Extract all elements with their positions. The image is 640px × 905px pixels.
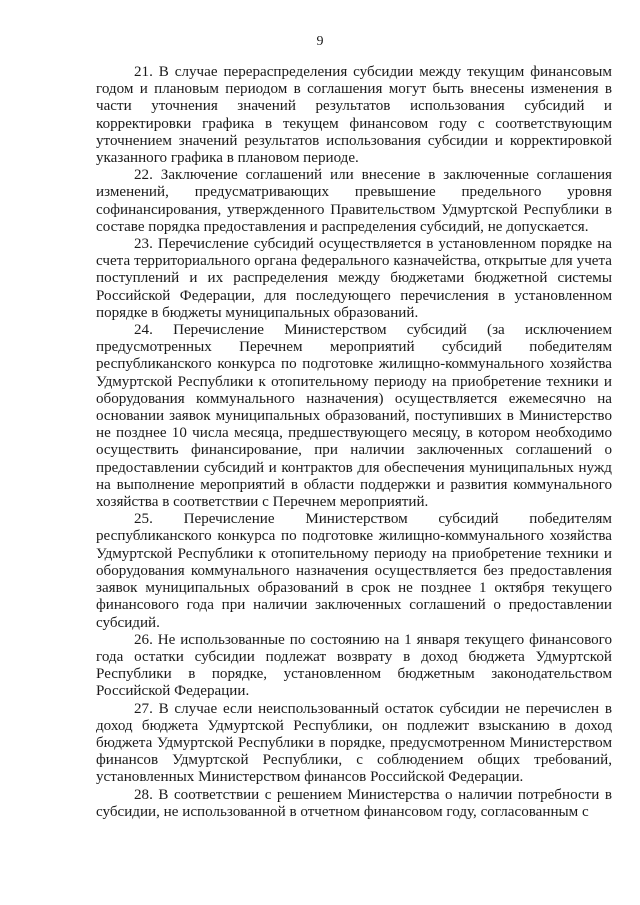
paragraph-23: 23. Перечисление субсидий осуществляется в установленном порядке на счета территориального органа федерального казначейства, открытые для учета поступлений и их распределения между бюджетами бюджетной системы Российской Федерации, для последующего перечисления в установленном порядке в бюджеты муниципальных образований. <box>96 236 612 321</box>
document-body <box>96 64 612 821</box>
paragraph-27: 27. В случае если неиспользованный остаток субсидии не перечислен в доход бюджета Удмуртской Республики, он подлежит взысканию в доход бюджета Удмуртской Республики в порядке, предусмотренном Министерством финансов Удмуртской Республики, с соблюдением общих требований, установленных Министерством финансов Российской Федерации. <box>96 700 612 786</box>
page-number: 9 <box>316 34 324 49</box>
paragraph-25: 25. Перечисление Министерством субсидий победителям республиканского конкурса по подготовке жилищно-коммунального хозяйства Удмуртской Республики к отопительному периоду на приобретение техники и оборудования коммунального назначения осуществляется без предоставления заявок муниципальных образований в срок не позднее 1 октября текущего финансового года при наличии заключенных соглашений о предоставлении субсидий. <box>96 511 612 631</box>
paragraph-21: 21. В случае перераспределения субсидии между текущим финансовым годом и плановым периодом в соглашения могут быть внесены изменения в части уточнения значений результатов использования субсидий и корректировки графика в текущем финансовом году с соответствующим уточнением значений результатов использования субсидии и корректировкой указанного графика в плановом периоде. <box>96 64 612 167</box>
paragraph-24: 24. Перечисление Министерством субсидий (за исключением предусмотренных Перечнем мероприятий субсидий победителям республиканского конкурса по подготовке жилищно-коммунального хозяйства Удмуртской Республики к отопительному периоду на приобретение техники и оборудования коммунального назначения) осуществляется ежемесячно на основании заявок муниципальных образований, поступивших в Министерство не позднее 10 числа месяца, предшествующего месяцу, в котором необходимо осуществить финансирование, при наличии заключенных соглашений о предоставлении субсидий и контрактов для обеспечения муниципальных нужд на выполнение мероприятий в области поддержки и развития коммунального хозяйства в соответствии с Перечнем мероприятий. <box>96 322 612 511</box>
paragraph-22: 22. Заключение соглашений или внесение в заключенные соглашения изменений, предусматривающих превышение предельного уровня софинансирования, утвержденного Правительством Удмуртской Республики в составе порядка предоставления и распределения субсидий, не допускается. <box>96 167 612 235</box>
paragraph-26: 26. Не использованные по состоянию на 1 января текущего финансового года остатки субсидии подлежат возврату в доход бюджета Удмуртской Республики в порядке, установленном бюджетным законодательством Российской Федерации. <box>96 631 612 700</box>
paragraph-28: 28. В соответствии с решением Министерства о наличии потребности в субсидии, не использованной в отчетном финансовом году, согласованным с <box>96 786 612 820</box>
